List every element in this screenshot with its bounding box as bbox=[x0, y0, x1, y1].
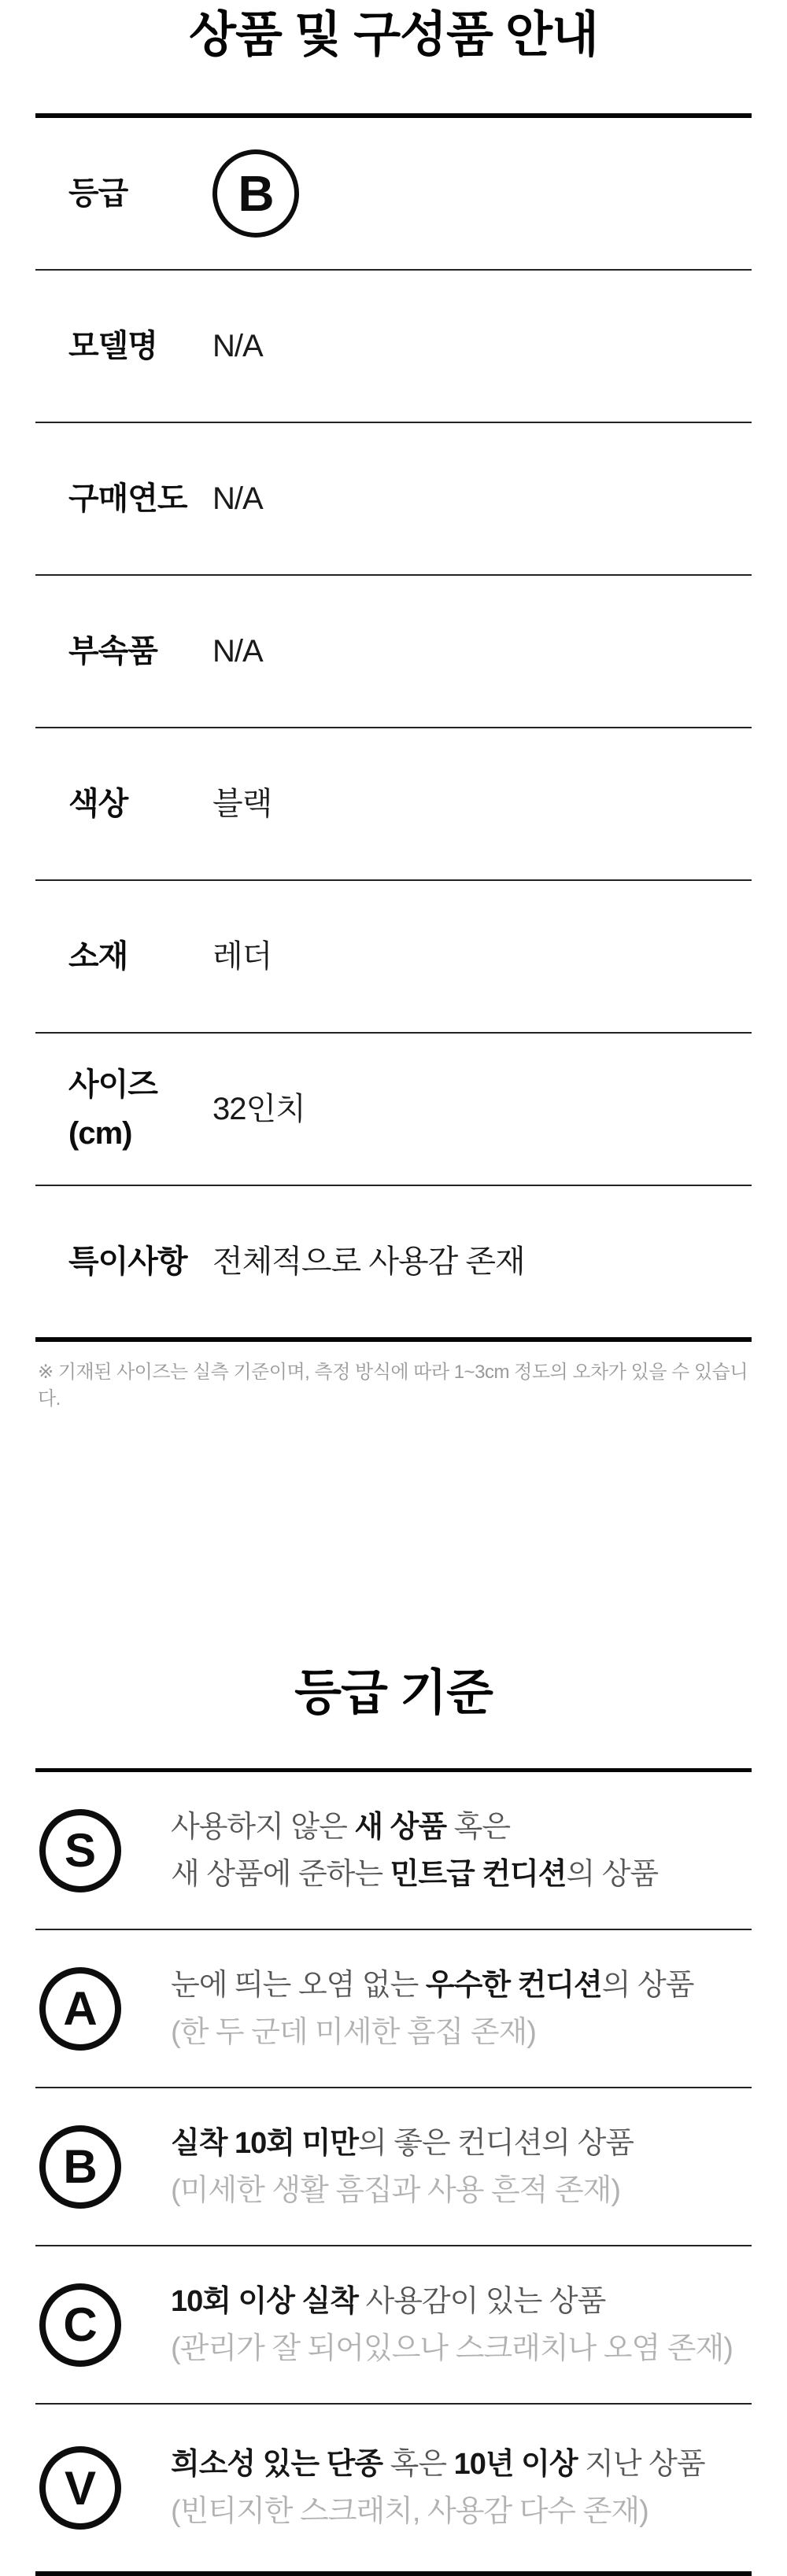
row-value-color: 블랙 bbox=[212, 787, 272, 821]
row-value-model: N/A bbox=[212, 329, 263, 363]
grade-circle bbox=[212, 149, 299, 238]
grade-v-line2: (빈티지한 스크래치, 사용감 다수 존재) bbox=[171, 2495, 648, 2528]
table-row-material bbox=[35, 881, 752, 1034]
grade-letter: B bbox=[238, 165, 274, 222]
row-label-size bbox=[35, 1060, 212, 1158]
table-row-color bbox=[35, 728, 752, 881]
row-label-remarks: 특이사항 bbox=[68, 1244, 187, 1279]
row-label-size-line2: (cm) bbox=[68, 1116, 132, 1151]
grade-s-letter: S bbox=[64, 1824, 97, 1877]
grade-c-letter: C bbox=[63, 2298, 98, 2351]
grade-s-line1: 사용하지 않은 새 상품 혹은 bbox=[171, 1810, 511, 1844]
grade-b-line1: 실착 10회 미만의 좋은 컨디션의 상품 bbox=[171, 2126, 634, 2160]
grade-s-line2: 새 상품에 준하는 민트급 컨디션의 상품 bbox=[171, 1857, 659, 1891]
grade-v-line1: 희소성 있는 단종 혹은 10년 이상 지난 상품 bbox=[171, 2448, 705, 2481]
grade-a-line2: (한 두 군데 미세한 흠집 존재) bbox=[171, 2015, 536, 2049]
row-label-color: 색상 bbox=[68, 787, 128, 821]
row-value-purchase-year: N/A bbox=[212, 481, 263, 516]
grade-c-line1: 10회 이상 실착 사용감이 있는 상품 bbox=[171, 2284, 606, 2318]
grade-a-description bbox=[171, 1962, 693, 2056]
grade-a-line1: 눈에 띄는 오염 없는 우수한 컨디션의 상품 bbox=[171, 1968, 694, 2002]
grade-c-description bbox=[171, 2278, 733, 2372]
grade-row-c bbox=[35, 2246, 752, 2405]
row-value-grade bbox=[212, 149, 752, 238]
table-row-size bbox=[35, 1034, 752, 1186]
grade-c-line2: (관리가 잘 되어있으나 스크래치나 오염 존재) bbox=[171, 2331, 733, 2365]
table-row-remarks bbox=[35, 1186, 752, 1337]
grade-b-letter: B bbox=[63, 2140, 98, 2193]
grade-b-description bbox=[171, 2120, 634, 2214]
grade-row-a bbox=[35, 1930, 752, 2088]
row-value-size: 32인치 bbox=[212, 1092, 305, 1126]
grade-b-circle bbox=[39, 2125, 121, 2209]
grade-row-b bbox=[35, 2088, 752, 2246]
row-value-remarks: 전체적으로 사용감 존재 bbox=[212, 1244, 525, 1279]
row-label-grade: 등급 bbox=[68, 176, 128, 211]
table-row-purchase-year bbox=[35, 423, 752, 576]
row-label-model: 모델명 bbox=[68, 329, 157, 363]
grade-v-description bbox=[171, 2441, 705, 2535]
grade-s-circle bbox=[39, 1809, 121, 1892]
row-value-material: 레더 bbox=[212, 939, 272, 974]
row-label-material: 소재 bbox=[68, 939, 128, 974]
grade-row-s bbox=[35, 1772, 752, 1930]
row-label-purchase-year: 구매연도 bbox=[68, 481, 187, 516]
grade-b-line2: (미세한 생활 흠집과 사용 흔적 존재) bbox=[171, 2173, 621, 2207]
table-row-grade bbox=[35, 118, 752, 271]
table-row-accessories bbox=[35, 576, 752, 728]
row-label-accessories: 부속품 bbox=[68, 634, 157, 669]
grade-s-description bbox=[171, 1804, 658, 1898]
product-info-title: 상품 및 구성품 안내 bbox=[189, 8, 598, 62]
size-disclaimer-note: ※ 기재된 사이즈는 실측 기준이며, 측정 방식에 따라 1~3cm 정도의 오차가 있을 수 있습니다. bbox=[38, 1362, 748, 1410]
row-label-size-line1: 사이즈 bbox=[68, 1067, 157, 1102]
grade-row-v bbox=[35, 2405, 752, 2571]
grade-criteria-table bbox=[35, 1768, 752, 2576]
grade-a-circle bbox=[39, 1967, 121, 2051]
table-row-model bbox=[35, 271, 752, 423]
grade-a-letter: A bbox=[63, 1982, 98, 2035]
grade-criteria-title: 등급 기준 bbox=[294, 1666, 493, 1720]
grade-c-circle bbox=[39, 2283, 121, 2367]
product-info-table bbox=[35, 113, 752, 1342]
row-value-accessories: N/A bbox=[212, 634, 263, 669]
grade-v-circle bbox=[39, 2446, 121, 2530]
grade-v-letter: V bbox=[64, 2461, 97, 2515]
